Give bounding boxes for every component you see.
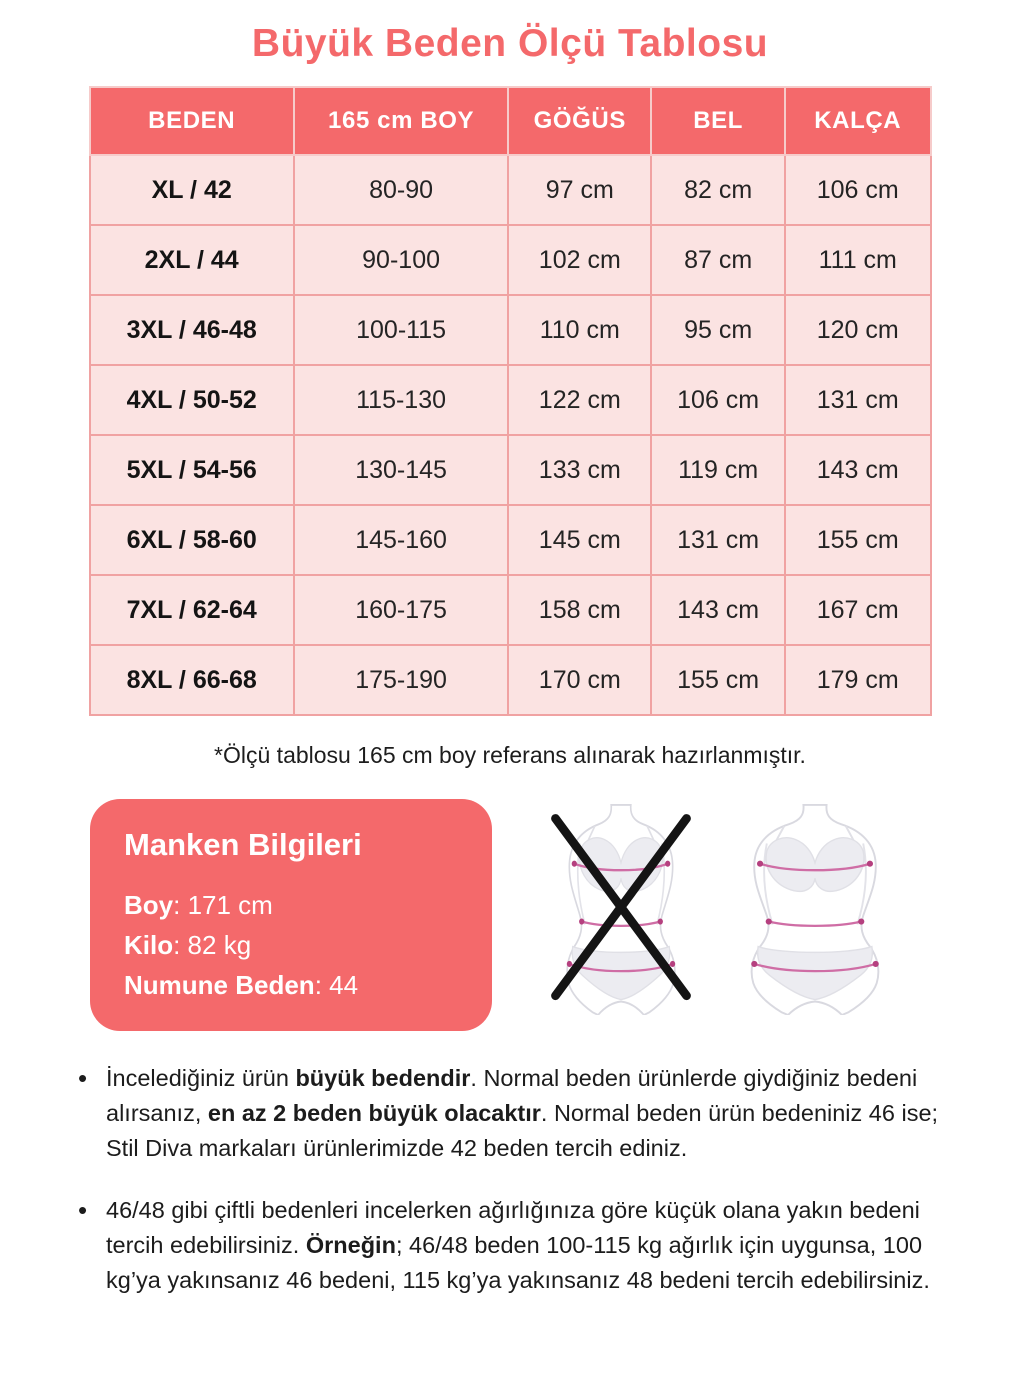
measurement-cell: 110 cm: [508, 295, 651, 365]
slim-figure-crossed-icon: [532, 803, 710, 1015]
measurement-cell: 95 cm: [651, 295, 785, 365]
column-header-beden: BEDEN: [90, 87, 294, 155]
size-cell: 2XL / 44: [90, 225, 294, 295]
size-cell: XL / 42: [90, 155, 294, 225]
measurement-cell: 130-145: [294, 435, 508, 505]
column-header-kalca: KALÇA: [785, 87, 931, 155]
column-header-boy: 165 cm BOY: [294, 87, 508, 155]
measurement-cell: 145 cm: [508, 505, 651, 575]
size-table-body: [90, 155, 931, 715]
column-header-gogus: GÖĞÜS: [508, 87, 651, 155]
measurement-cell: 90-100: [294, 225, 508, 295]
measurement-cell: 100-115: [294, 295, 508, 365]
measurement-cell: 143 cm: [785, 435, 931, 505]
model-info-line: Kilo: 82 kg: [124, 930, 252, 960]
measurement-cell: 80-90: [294, 155, 508, 225]
note-item: • İncelediğiniz ürün büyük bedendir. Normal beden ürünlerde giydiğiniz bedeni alırsanız, en az 2 beden büyük olacaktır. Normal beden ürün bedeniniz 46 ise; Stil Diva markaları ürünlerimizde 42 beden tercih ediniz.: [70, 1061, 950, 1166]
table-row: [90, 155, 931, 225]
measurement-cell: 102 cm: [508, 225, 651, 295]
measurement-cell: 106 cm: [785, 155, 931, 225]
model-info-line: Numune Beden: 44: [124, 970, 359, 1000]
table-row: [90, 435, 931, 505]
model-info-card: [90, 799, 492, 1031]
size-chart-page: [0, 22, 1020, 1298]
measurement-cell: 155 cm: [785, 505, 931, 575]
model-info-title: Manken Bilgileri: [124, 827, 362, 862]
table-row: [90, 505, 931, 575]
measurement-cell: 131 cm: [651, 505, 785, 575]
table-row: [90, 225, 931, 295]
measurement-cell: 82 cm: [651, 155, 785, 225]
size-cell: 6XL / 58-60: [90, 505, 294, 575]
measurement-cell: 143 cm: [651, 575, 785, 645]
measurement-cell: 111 cm: [785, 225, 931, 295]
size-cell: 5XL / 54-56: [90, 435, 294, 505]
notes-list: [70, 1061, 950, 1298]
size-cell: 8XL / 66-68: [90, 645, 294, 715]
column-header-bel: BEL: [651, 87, 785, 155]
size-cell: 4XL / 50-52: [90, 365, 294, 435]
size-cell: 7XL / 62-64: [90, 575, 294, 645]
measurement-cell: 97 cm: [508, 155, 651, 225]
size-table: [89, 86, 932, 716]
table-row: [90, 645, 931, 715]
model-info-lines: [124, 885, 458, 1005]
plus-size-figure-icon: [726, 803, 904, 1015]
model-info-line: Boy: 171 cm: [124, 890, 273, 920]
measurement-cell: 167 cm: [785, 575, 931, 645]
body-figures: [532, 799, 904, 1015]
measurement-cell: 145-160: [294, 505, 508, 575]
measurement-cell: 175-190: [294, 645, 508, 715]
measurement-cell: 119 cm: [651, 435, 785, 505]
measurement-cell: 179 cm: [785, 645, 931, 715]
page-title: Büyük Beden Ölçü Tablosu: [251, 22, 769, 65]
measurement-cell: 160-175: [294, 575, 508, 645]
size-cell: 3XL / 46-48: [90, 295, 294, 365]
table-row: [90, 365, 931, 435]
note-item: • 46/48 gibi çiftli bedenleri incelerken ağırlığınıza göre küçük olana yakın bedeni tercih edebilirsiniz. Örneğin; 46/48 beden 100-115 kg ağırlık için uygunsa, 100 kg’ya yakınsanız 46 bedeni, 115 kg’ya yakınsanız 48 bedeni tercih edebilirsiniz.: [70, 1193, 950, 1298]
measurement-cell: 155 cm: [651, 645, 785, 715]
measurement-cell: 133 cm: [508, 435, 651, 505]
model-info-section: [90, 799, 1020, 1031]
measurement-cell: 131 cm: [785, 365, 931, 435]
table-row: [90, 575, 931, 645]
measurement-cell: 115-130: [294, 365, 508, 435]
measurement-cell: 120 cm: [785, 295, 931, 365]
measurement-cell: 106 cm: [651, 365, 785, 435]
table-header-row: [90, 87, 931, 155]
table-row: [90, 295, 931, 365]
measurement-cell: 158 cm: [508, 575, 651, 645]
measurement-cell: 170 cm: [508, 645, 651, 715]
measurement-cell: 87 cm: [651, 225, 785, 295]
table-footnote: *Ölçü tablosu 165 cm boy referans alınarak hazırlanmıştır.: [214, 742, 806, 768]
measurement-cell: 122 cm: [508, 365, 651, 435]
